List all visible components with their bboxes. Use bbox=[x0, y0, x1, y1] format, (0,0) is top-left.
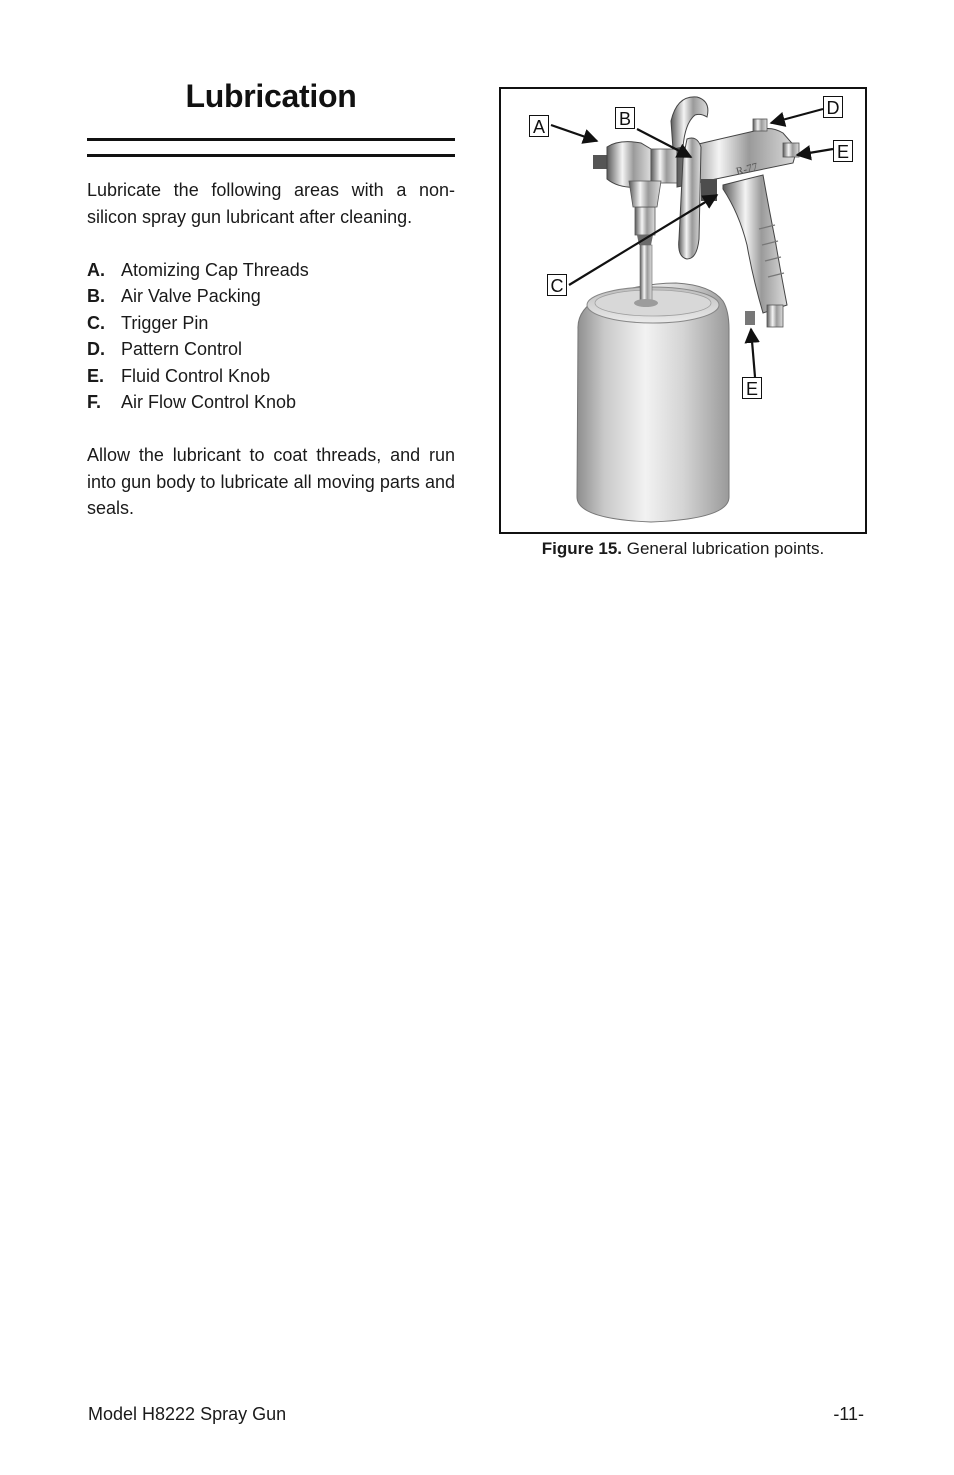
figure-caption-label: Figure 15. bbox=[541, 539, 623, 558]
list-item-text: Atomizing Cap Threads bbox=[121, 260, 309, 280]
list-item-letter: E. bbox=[87, 365, 105, 386]
list-item-letter: D. bbox=[87, 339, 105, 360]
page-title: Lubrication bbox=[185, 78, 357, 114]
figure-caption-text: General lubrication points. bbox=[622, 539, 825, 558]
figure-caption bbox=[499, 539, 867, 559]
intro-paragraph: Lubricate the following areas with a non-silicon spray gun lubricant after cleaning. bbox=[87, 180, 455, 227]
callout-a: A bbox=[529, 115, 549, 137]
list-item-letter: C. bbox=[87, 312, 105, 333]
figure-frame bbox=[499, 87, 867, 534]
footer-model: Model H8222 Spray Gun bbox=[88, 1404, 287, 1424]
list-item bbox=[87, 336, 455, 362]
title-rule-top bbox=[87, 138, 455, 141]
list-item-letter: A. bbox=[87, 260, 105, 280]
model-stamp: R-77 bbox=[734, 160, 760, 178]
callout-c: C bbox=[547, 274, 567, 296]
list-item-text: Air Flow Control Knob bbox=[121, 392, 297, 413]
list-item bbox=[87, 283, 455, 309]
list-item-text: Fluid Control Knob bbox=[121, 365, 271, 386]
lubrication-points-list bbox=[87, 257, 455, 415]
list-item-letter: B. bbox=[87, 286, 105, 307]
list-item bbox=[87, 310, 455, 336]
spray-gun-illustration bbox=[501, 89, 865, 532]
list-item bbox=[87, 257, 455, 283]
list-item-text: Air Valve Packing bbox=[121, 286, 261, 307]
callout-b: B bbox=[615, 107, 635, 129]
list-item-letter: F. bbox=[87, 392, 102, 413]
callout-d: D bbox=[823, 96, 843, 118]
closing-paragraph: Allow the lubricant to coat threads, and run into gun body to lubricate all moving parts and seals. bbox=[87, 445, 455, 518]
air-cap bbox=[593, 142, 677, 207]
callout-e-upper: E bbox=[833, 140, 853, 162]
list-item bbox=[87, 389, 455, 415]
list-item bbox=[87, 363, 455, 389]
list-item-text: Trigger Pin bbox=[121, 312, 209, 333]
title-rule-bottom bbox=[87, 154, 455, 157]
page-number: -11- bbox=[833, 1404, 864, 1424]
list-item-text: Pattern Control bbox=[121, 339, 243, 360]
paint-cup bbox=[577, 283, 729, 522]
callout-e-lower: E bbox=[742, 377, 762, 399]
